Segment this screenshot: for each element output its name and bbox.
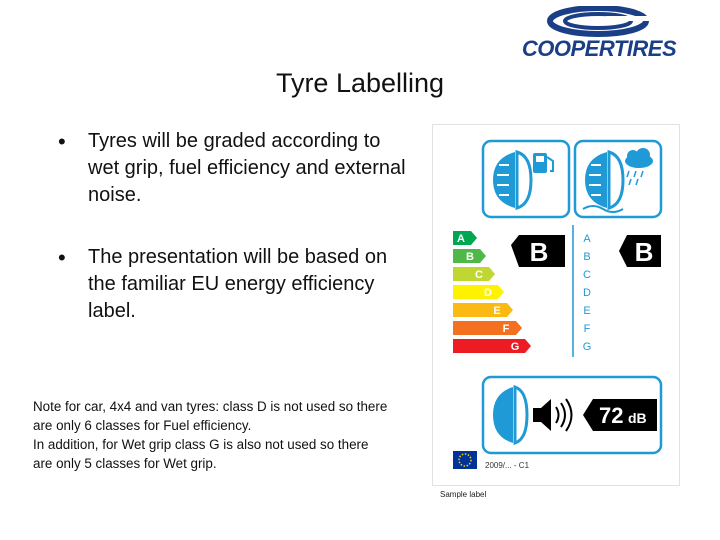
- wet-class-letter: B: [583, 251, 591, 263]
- fuel-class-letter: C: [475, 269, 483, 281]
- fuel-class-bar-e: [453, 303, 513, 317]
- cooper-tires-logo: [494, 6, 704, 66]
- fuel-class-letter: A: [457, 233, 465, 245]
- note-line: In addition, for Wet grip class G is also not used so there: [33, 437, 369, 452]
- wet-class-letter: E: [583, 305, 591, 317]
- eu-tyre-label: [432, 124, 680, 486]
- sample-label-caption: Sample label: [440, 490, 487, 499]
- wet-grip-scale: [583, 233, 592, 353]
- tyre-icon: [493, 387, 527, 443]
- bullet-presentation: • The presentation will be based on the familiar EU energy efficiency label.: [56, 244, 416, 325]
- fuel-rating-marker: [511, 235, 565, 267]
- wet-rating-letter: B: [634, 237, 654, 267]
- rain-cloud-icon: [625, 148, 653, 185]
- fuel-class-bar-g: [453, 339, 531, 353]
- fuel-class-letter: B: [466, 251, 474, 263]
- eu-flag-icon: [453, 451, 477, 469]
- noise-value: 72: [599, 403, 624, 428]
- fuel-class-letter: D: [484, 287, 492, 299]
- fuel-class-letter: G: [510, 341, 520, 353]
- brand-wordmark: COOPERTIRES: [521, 36, 677, 61]
- bullet-list: [56, 128, 416, 325]
- fuel-class-bar-c: [453, 267, 495, 281]
- bullet-grading: • Tyres will be graded according to wet grip, fuel efficiency and external noise.: [56, 128, 416, 209]
- wet-class-letter: G: [582, 341, 592, 353]
- page-title: Tyre Labelling: [275, 68, 445, 98]
- tyre-icon: [583, 152, 623, 212]
- note-line: Note for car, 4x4 and van tyres: class D is not used so there: [33, 399, 388, 414]
- fuel-class-letter: F: [502, 323, 510, 335]
- wet-rating-marker: [619, 235, 661, 267]
- note-text: [33, 397, 413, 473]
- fuel-pump-icon: [533, 153, 553, 173]
- wet-class-letter: D: [583, 287, 591, 299]
- fuel-class-bar-d: [453, 285, 504, 299]
- wet-class-letter: C: [583, 269, 591, 281]
- wet-class-letter: A: [583, 233, 591, 245]
- noise-unit: dB: [628, 410, 647, 426]
- note-line: are only 6 classes for Fuel efficiency.: [33, 418, 252, 433]
- fuel-class-bar-f: [453, 321, 522, 335]
- speaker-icon: [533, 399, 572, 431]
- fuel-class-letter: E: [493, 305, 501, 317]
- tyre-icon: [493, 152, 531, 208]
- fuel-rating-letter: B: [529, 237, 549, 267]
- fuel-panel: [483, 141, 569, 217]
- noise-panel: [483, 377, 661, 453]
- wet-grip-panel: [575, 141, 661, 217]
- regulation-text: 2009/... - C1: [485, 461, 530, 470]
- note-line: are only 5 classes for Wet grip.: [33, 456, 217, 471]
- wet-class-letter: F: [583, 323, 591, 335]
